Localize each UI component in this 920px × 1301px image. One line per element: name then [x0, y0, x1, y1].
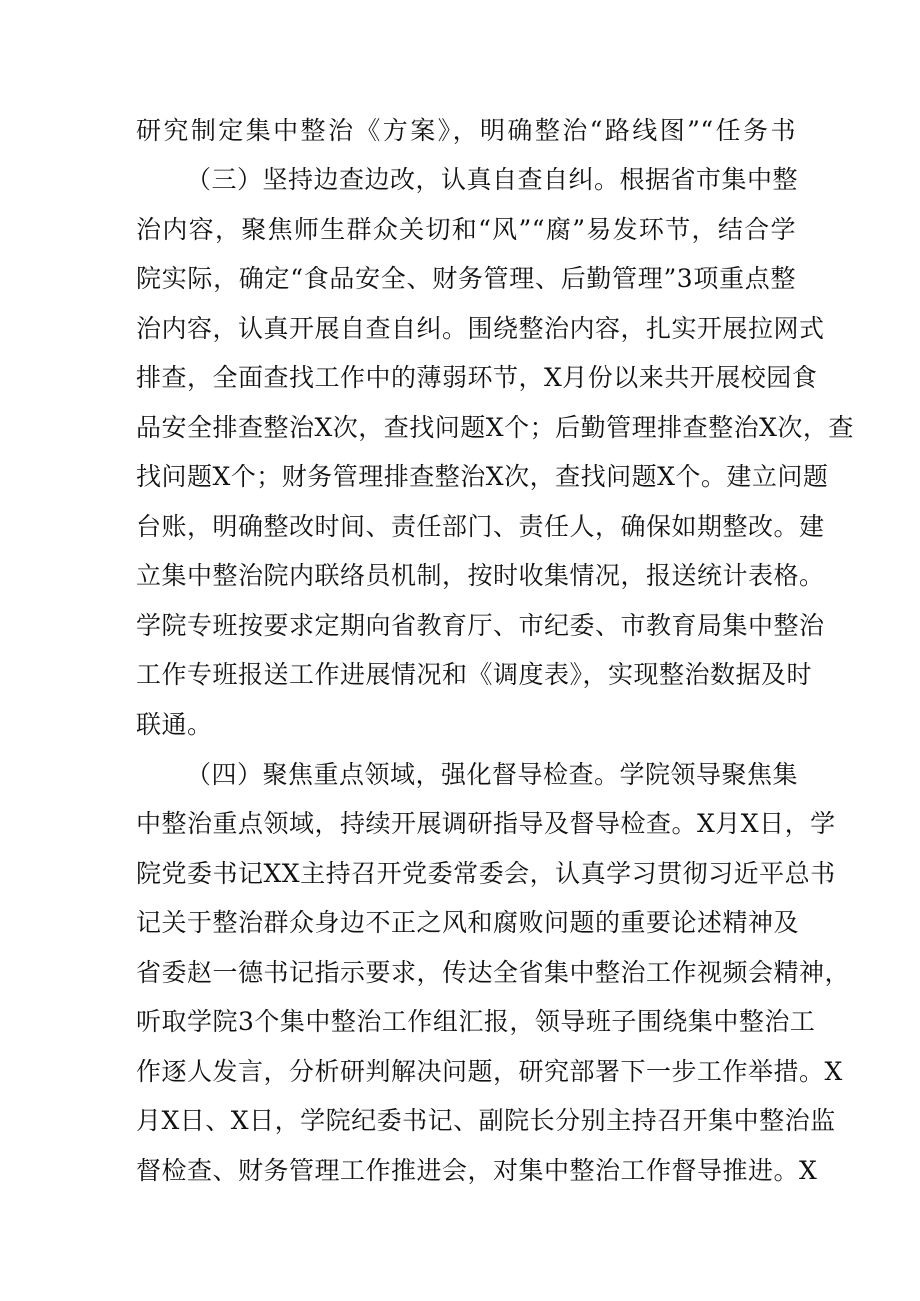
text-line: 学院专班按要求定期向省教育厅、市纪委、市教育局集中整治 — [136, 611, 825, 640]
text-line: 省委赵一德书记指示要求，传达全省集中整治工作视频会精神， — [136, 958, 851, 987]
text-line: 联通。 — [136, 710, 213, 739]
text-line: 找问题X个；财务管理排查整治X次，查找问题X个。建立问题 — [136, 462, 829, 491]
text-line: 听取学院3个集中整治工作组汇报，领导班子围绕集中整治工 — [136, 1007, 816, 1036]
text-line: 月X日、X日，学院纪委书记、副院长分别主持召开集中整治监 — [136, 1106, 836, 1135]
text-line: 立集中整治院内联络员机制，按时收集情况，报送统计表格。 — [136, 561, 825, 590]
text-line: 品安全排查整治X次，查找问题X个；后勤管理排查整治X次，查 — [136, 413, 854, 442]
text-line: 中整治重点领域，持续开展调研指导及督导检查。X月X日，学 — [136, 809, 836, 838]
section-heading-line: （四）聚焦重点领域，强化督导检查。学院领导聚焦集 — [186, 760, 799, 789]
text-line: 排查，全面查找工作中的薄弱环节，X月份以来共开展校园食 — [136, 363, 818, 392]
text-line: 工作专班报送工作进展情况和《调度表》，实现整治数据及时 — [136, 660, 813, 689]
text-line: 治内容，聚焦师生群众关切和“风”“腐”易发环节，结合学 — [136, 215, 796, 244]
section-heading-line: （三）坚持边查边改，认真自查自纠。根据省市集中整 — [186, 165, 799, 194]
text-line: 院党委书记XX主持召开党委常委会，认真学习贯彻习近平总书 — [136, 859, 836, 888]
text-line: 治内容，认真开展自查自纠。围绕整治内容，扎实开展拉网式 — [136, 314, 825, 343]
text-line: 研究制定集中整治《方案》，明确整治“路线图”“任务书 — [136, 116, 796, 145]
text-line: 院实际，确定“食品安全、财务管理、后勤管理”3项重点整 — [136, 264, 796, 293]
text-line: 作逐人发言，分析研判解决问题，研究部署下一步工作举措。X — [136, 1057, 843, 1086]
text-line: 记关于整治群众身边不正之风和腐败问题的重要论述精神及 — [136, 908, 800, 937]
text-line: 督检查、财务管理工作推进会，对集中整治工作督导推进。X — [136, 1156, 818, 1185]
text-line: 台账，明确整改时间、责任部门、责任人，确保如期整改。建 — [136, 512, 825, 541]
